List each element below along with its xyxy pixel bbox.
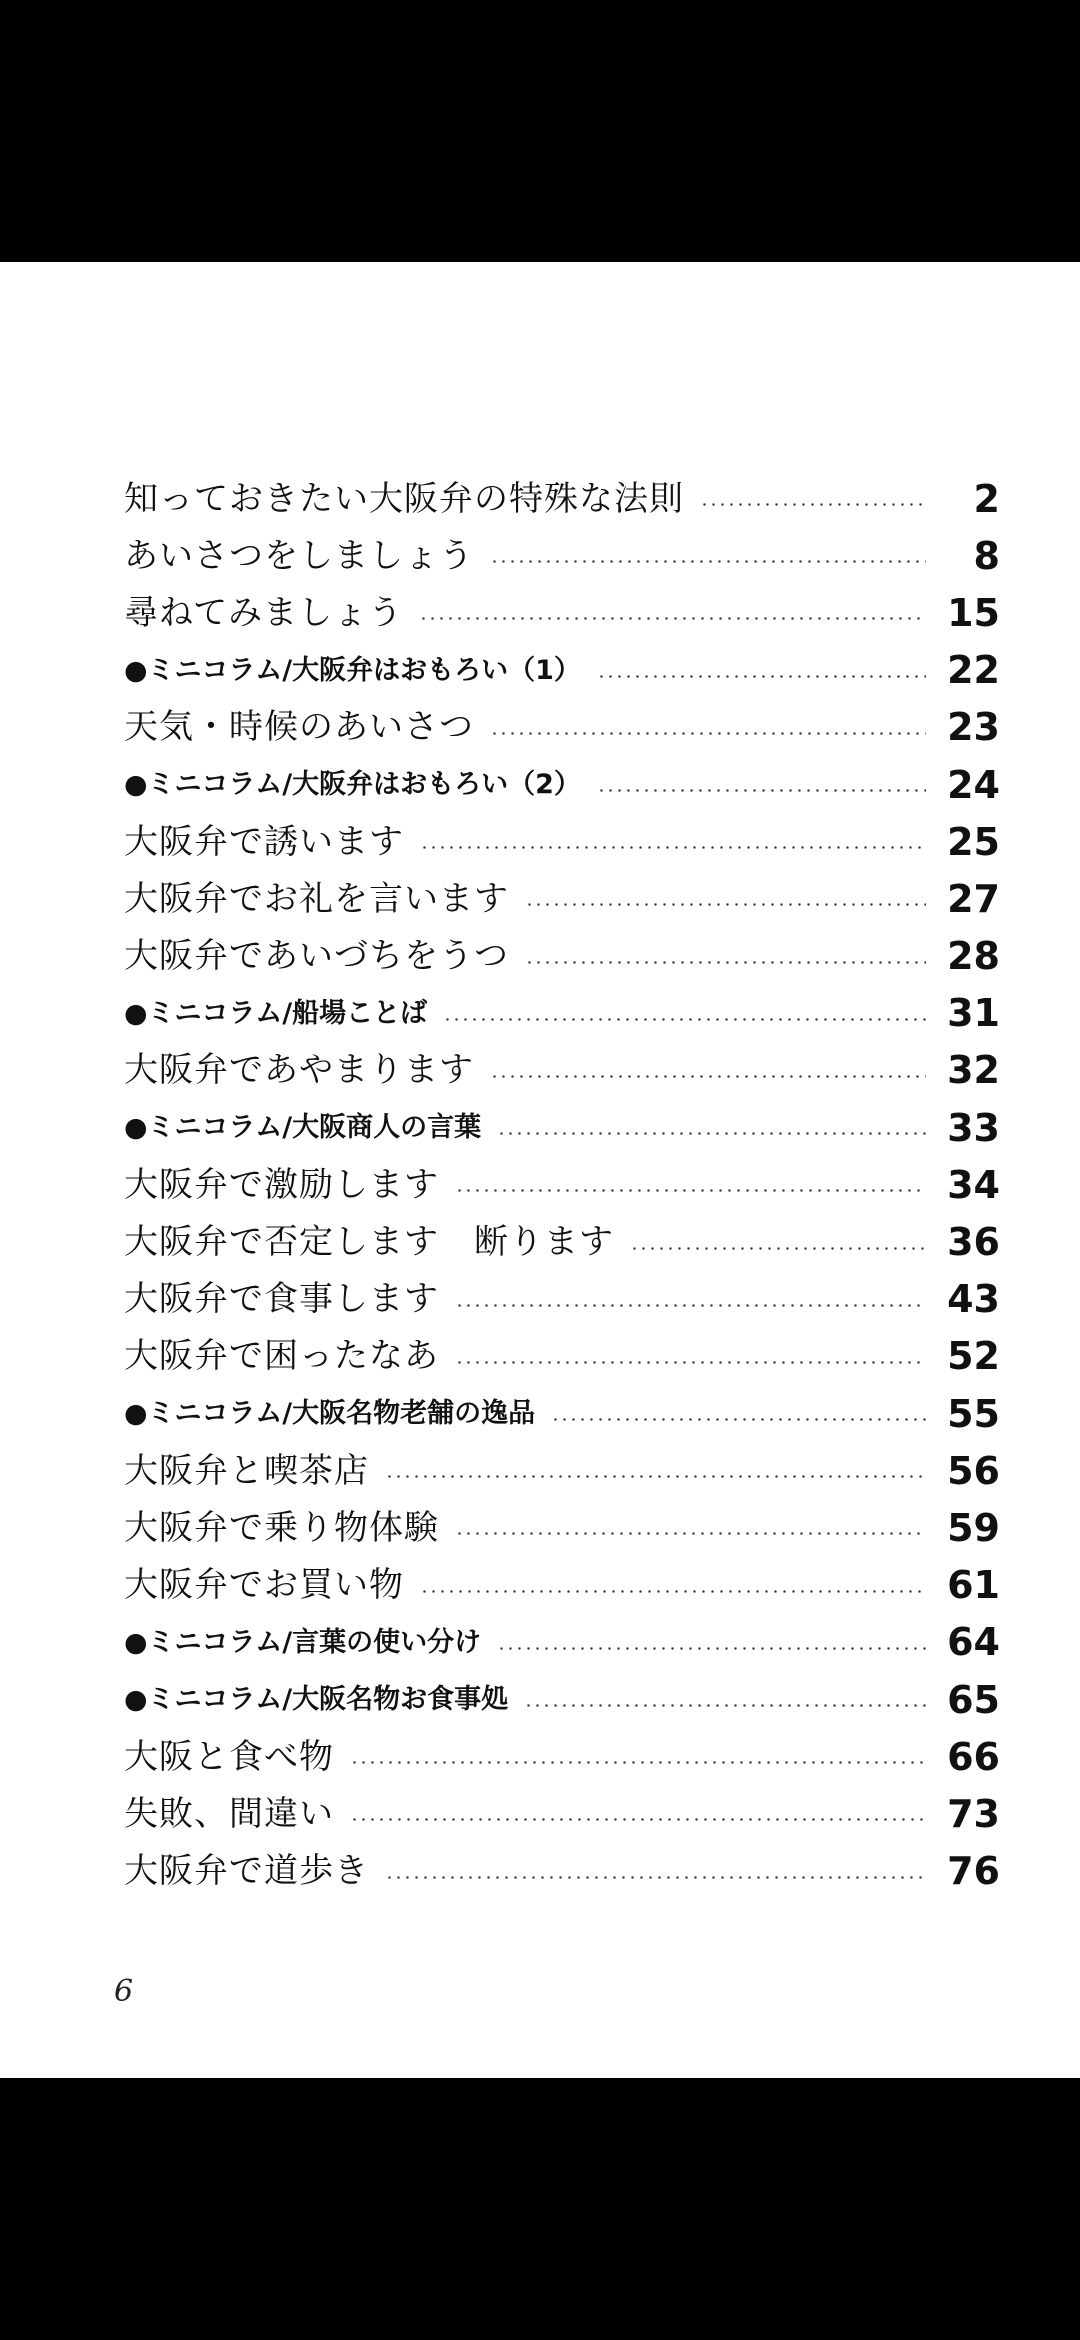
toc-entry-page: 55 <box>947 1391 1000 1436</box>
toc-entry-title: 大阪弁でお買い物 <box>124 1565 404 1606</box>
toc-entry-page: 56 <box>947 1448 1000 1493</box>
toc-leader-dots <box>551 1418 926 1421</box>
toc-entry-title: ●ミニコラム/大阪弁はおもろい（1） <box>124 654 581 686</box>
toc-leader-dots <box>350 1818 926 1821</box>
toc-entry-title: 大阪弁であやまります <box>124 1050 474 1091</box>
toc-entry-page: 8 <box>973 533 1000 578</box>
toc-entry[interactable] <box>124 1042 1000 1099</box>
toc-entry-title: 尋ねてみましょう <box>124 592 404 633</box>
toc-leader-dots <box>497 1647 926 1650</box>
toc-entry[interactable] <box>124 470 1000 527</box>
toc-entry-title: 大阪弁で激励します <box>124 1164 439 1205</box>
toc-leader-dots <box>455 1532 926 1535</box>
toc-entry-page: 31 <box>947 991 1000 1036</box>
toc-leader-dots <box>524 1704 926 1707</box>
toc-entry-title: 大阪弁で乗り物体験 <box>124 1507 439 1548</box>
toc-entry-page: 23 <box>947 705 1000 750</box>
toc-entry-title: ●ミニコラム/船場ことば <box>124 997 428 1029</box>
toc-entry-title: ●ミニコラム/言葉の使い分け <box>124 1626 482 1658</box>
book-page <box>0 262 1080 2078</box>
toc-entry[interactable] <box>124 1156 1000 1213</box>
toc-leader-dots <box>597 789 926 792</box>
toc-entry[interactable] <box>124 985 1000 1042</box>
toc-entry[interactable] <box>124 756 1000 813</box>
toc-leader-dots <box>419 617 926 620</box>
toc-entry-page: 25 <box>947 819 1000 864</box>
toc-entry-title: ●ミニコラム/大阪弁はおもろい（2） <box>124 769 581 801</box>
toc-entry-page: 64 <box>947 1620 1000 1665</box>
toc-entry[interactable] <box>124 928 1000 985</box>
toc-entry-title: ●ミニコラム/大阪名物老舗の逸品 <box>124 1398 536 1430</box>
toc-leader-dots <box>490 1075 926 1078</box>
toc-entry[interactable] <box>124 1614 1000 1671</box>
toc-entry-page: 61 <box>947 1563 1000 1608</box>
toc-entry-page: 2 <box>973 476 1000 521</box>
toc-entry-page: 59 <box>947 1505 1000 1550</box>
toc-entry-title: 大阪弁で誘います <box>124 821 404 862</box>
toc-entry-title: 大阪弁で困ったなあ <box>124 1336 439 1377</box>
toc-leader-dots <box>455 1361 926 1364</box>
toc-entry-title: ●ミニコラム/大阪商人の言葉 <box>124 1112 482 1144</box>
toc-entry[interactable] <box>124 1385 1000 1442</box>
toc-entry-title: 大阪弁で道歩き <box>124 1851 369 1892</box>
toc-entry-title: 大阪と食べ物 <box>124 1736 334 1777</box>
toc-leader-dots <box>455 1189 926 1192</box>
toc-leader-dots <box>385 1876 926 1879</box>
toc-entry-page: 76 <box>947 1849 1000 1894</box>
toc-leader-dots <box>525 903 926 906</box>
toc-entry-title: 失敗、間違い <box>124 1793 334 1834</box>
toc-entry-page: 32 <box>947 1048 1000 1093</box>
toc-leader-dots <box>597 675 926 678</box>
toc-entry-title: 知っておきたい大阪弁の特殊な法則 <box>124 478 684 519</box>
toc-entry-page: 34 <box>947 1162 1000 1207</box>
toc-entry-page: 36 <box>947 1220 1000 1265</box>
toc-leader-dots <box>497 1132 926 1135</box>
toc-entry[interactable] <box>124 1557 1000 1614</box>
toc-entry-title: 天気・時候のあいさつ <box>124 707 474 748</box>
toc-entry-title: 大阪弁であいづちをうつ <box>124 936 509 977</box>
toc-entry-title: ●ミニコラム/大阪名物お食事処 <box>124 1684 509 1716</box>
toc-entry[interactable] <box>124 527 1000 584</box>
toc-entry-page: 73 <box>947 1791 1000 1836</box>
toc-entry[interactable] <box>124 1785 1000 1842</box>
toc-leader-dots <box>385 1475 926 1478</box>
toc-entry-page: 24 <box>947 762 1000 807</box>
toc-entry-page: 15 <box>947 590 1000 635</box>
toc-leader-dots <box>350 1761 926 1764</box>
page-number: 6 <box>114 1974 134 2009</box>
toc-entry-page: 22 <box>947 648 1000 693</box>
toc-leader-dots <box>525 961 926 964</box>
toc-leader-dots <box>700 503 926 506</box>
toc-entry-page: 65 <box>947 1677 1000 1722</box>
toc-leader-dots <box>420 1590 926 1593</box>
toc-entry[interactable] <box>124 1728 1000 1785</box>
toc-entry-page: 66 <box>947 1734 1000 1779</box>
toc-leader-dots <box>490 732 926 735</box>
toc-entry[interactable] <box>124 1671 1000 1728</box>
toc-entry[interactable] <box>124 1843 1000 1900</box>
toc-entry-page: 28 <box>947 934 1000 979</box>
toc-entry[interactable] <box>124 1499 1000 1556</box>
toc-entry[interactable] <box>124 870 1000 927</box>
toc-entry-title: 大阪弁で食事します <box>124 1279 439 1320</box>
toc-entry[interactable] <box>124 1099 1000 1156</box>
toc-entry-page: 43 <box>947 1277 1000 1322</box>
toc-entry[interactable] <box>124 1328 1000 1385</box>
toc-leader-dots <box>630 1247 926 1250</box>
toc-entry[interactable] <box>124 584 1000 641</box>
toc-leader-dots <box>443 1018 926 1021</box>
toc-entry-page: 52 <box>947 1334 1000 1379</box>
toc-entry[interactable] <box>124 699 1000 756</box>
toc-entry-title: あいさつをしましょう <box>124 535 474 576</box>
toc-entry-title: 大阪弁と喫茶店 <box>124 1450 369 1491</box>
toc-entry[interactable] <box>124 1442 1000 1499</box>
toc-entry-page: 33 <box>947 1105 1000 1150</box>
toc-entry-title: 大阪弁でお礼を言います <box>124 878 509 919</box>
toc-leader-dots <box>420 846 926 849</box>
toc-entry[interactable] <box>124 1213 1000 1270</box>
toc-leader-dots <box>455 1304 926 1307</box>
toc-leader-dots <box>490 560 926 563</box>
toc-entry[interactable] <box>124 813 1000 870</box>
table-of-contents <box>124 470 1000 1900</box>
toc-entry[interactable] <box>124 642 1000 699</box>
toc-entry-page: 27 <box>947 876 1000 921</box>
toc-entry[interactable] <box>124 1271 1000 1328</box>
toc-entry-title: 大阪弁で否定します 断ります <box>124 1222 614 1263</box>
